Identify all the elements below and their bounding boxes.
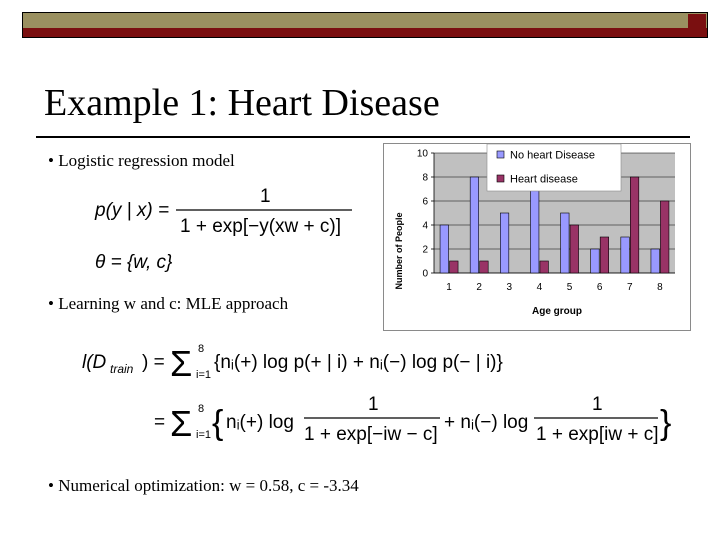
frac1-denominator: 1 + exp[−iw − c] <box>304 424 438 445</box>
x-tick-label: 5 <box>566 282 573 293</box>
bar-no-disease-2 <box>470 177 479 273</box>
bar-chart <box>383 143 691 331</box>
line2-term-a: nᵢ(+) log <box>226 412 294 433</box>
bar-disease-7 <box>630 177 639 273</box>
bar-disease-6 <box>600 237 609 273</box>
bar-disease-1 <box>450 261 459 273</box>
sum1-bottom: i=1 <box>196 369 211 381</box>
legend-swatch-0 <box>497 151 504 158</box>
y-tick-label: 2 <box>422 244 428 256</box>
bar-no-disease-3 <box>500 213 509 273</box>
bullet-mle: • Learning w and c: MLE approach <box>48 294 289 313</box>
y-tick-label: 8 <box>422 172 428 184</box>
brace-close-2: } <box>660 404 672 442</box>
frac2-numerator: 1 <box>592 394 603 415</box>
bar-no-disease-4 <box>530 189 539 273</box>
brace-open-2: { <box>212 404 224 442</box>
frac2-denominator: 1 + exp[iw + c] <box>536 424 659 445</box>
bar-disease-4 <box>540 261 549 273</box>
legend-label-0: No heart Disease <box>510 149 595 162</box>
top-bar-gold <box>23 13 707 28</box>
bar-no-disease-5 <box>561 213 570 273</box>
top-bar-square <box>688 14 706 28</box>
legend-label-1: Heart disease <box>510 173 578 186</box>
x-axis-label: Age group <box>532 306 582 317</box>
x-tick-label: 6 <box>596 282 603 293</box>
y-tick-label: 10 <box>416 148 428 160</box>
model-denominator: 1 + exp[−y(xw + c)] <box>180 216 342 237</box>
sum-symbol-2: Σ <box>170 403 193 444</box>
bar-no-disease-1 <box>440 225 449 273</box>
x-tick-label: 4 <box>536 282 543 293</box>
line1-body: {nᵢ(+) log p(+ | i) + nᵢ(−) log p(− | i)} <box>214 352 503 373</box>
x-tick-label: 1 <box>446 282 452 293</box>
model-lhs: p(y | x) = <box>95 200 170 221</box>
x-tick-label: 8 <box>657 282 663 293</box>
bar-no-disease-8 <box>651 249 660 273</box>
frac1-numerator: 1 <box>368 394 379 415</box>
x-tick-label: 2 <box>476 282 482 293</box>
y-tick-label: 6 <box>422 196 428 208</box>
bullet-optimization: • Numerical optimization: w = 0.58, c = -3.34 <box>48 476 359 495</box>
bar-disease-2 <box>480 261 489 273</box>
sum1-top: 8 <box>198 343 205 355</box>
bar-disease-5 <box>570 225 579 273</box>
model-numerator: 1 <box>260 186 271 207</box>
bullet-logistic-model: • Logistic regression model <box>48 151 235 170</box>
line2-equals: = <box>154 412 166 433</box>
legend-swatch-1 <box>497 175 504 182</box>
l-rhs: ) = <box>142 352 165 373</box>
sum2-bottom: i=1 <box>196 429 211 441</box>
title-divider <box>36 136 690 138</box>
y-tick-label: 0 <box>422 268 428 280</box>
y-axis-label: Number of People <box>394 212 404 290</box>
y-tick-label: 4 <box>422 220 428 232</box>
sum-symbol-1: Σ <box>170 343 193 384</box>
model-equation <box>90 180 370 275</box>
slide-title: Example 1: Heart Disease <box>44 82 440 124</box>
x-tick-label: 3 <box>506 282 513 293</box>
sum2-top: 8 <box>198 403 205 415</box>
bar-disease-8 <box>660 201 669 273</box>
line2-term-b: + nᵢ(−) log <box>444 412 529 433</box>
bar-no-disease-7 <box>621 237 630 273</box>
l-sub: train <box>110 362 134 376</box>
top-bar-red <box>23 28 707 37</box>
mle-equation <box>78 338 678 458</box>
l-lhs: l(D <box>82 352 107 373</box>
x-tick-label: 7 <box>627 282 633 293</box>
theta-definition: θ = {w, c} <box>95 252 173 273</box>
bar-no-disease-6 <box>591 249 600 273</box>
